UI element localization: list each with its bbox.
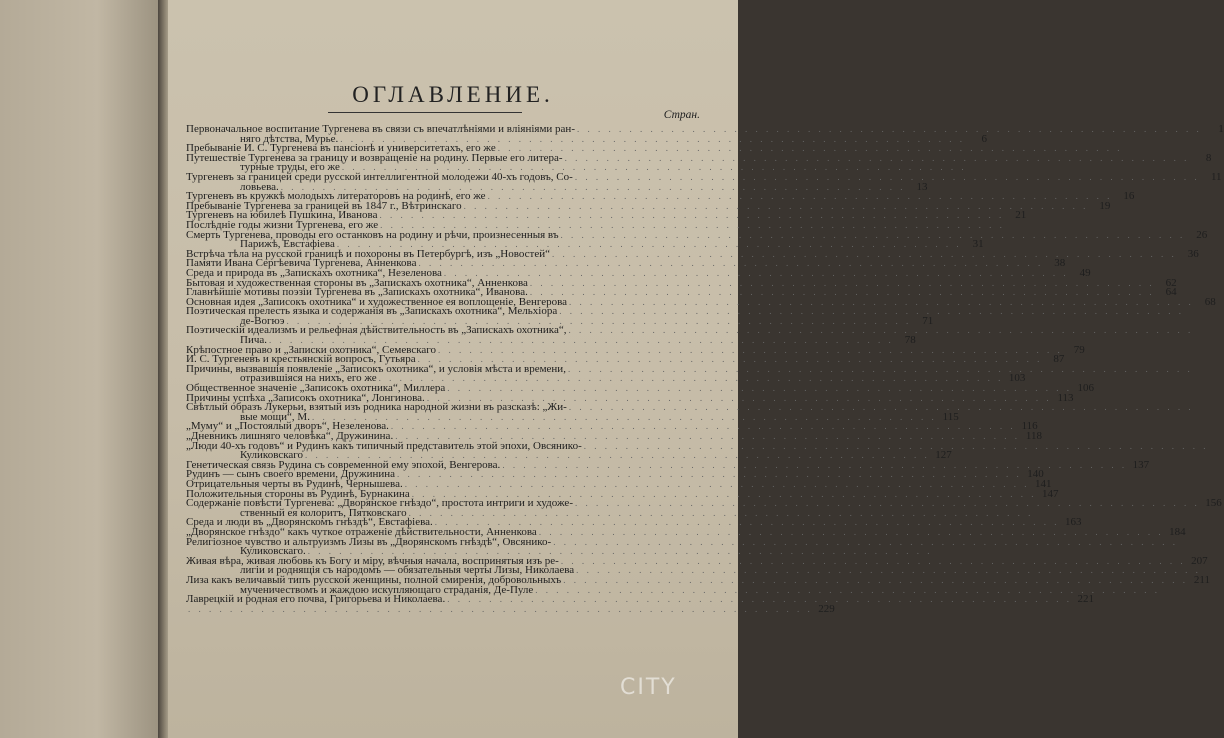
toc-entry-text: ственный ея колоритъ, Пятковскаго <box>240 506 407 519</box>
toc-entry-page: 21 <box>1015 209 1027 222</box>
toc-entry-page: 64 <box>1165 286 1177 299</box>
toc-entry-text: Общественное значеніе „Записокъ охотника“, Миллера <box>186 382 446 395</box>
toc-entry-page: 163 <box>1065 516 1082 529</box>
toc-entry-page: 16 <box>1123 190 1135 203</box>
toc-entry-text: отразившіяся на нихъ, его же <box>240 372 377 385</box>
toc-entry-text: мученичествомъ и жаждою искупляющаго страданія, Де-Пуле <box>240 583 534 596</box>
title-rule <box>328 112 522 113</box>
toc-entry-page: 211 <box>1193 573 1210 586</box>
toc-entry-page: 141 <box>1034 477 1052 490</box>
toc-entry-text: Послѣдніе годы жизни Тургенева, его же <box>186 218 379 231</box>
watermark-text: CITY <box>620 675 677 700</box>
toc-entry-text: Смерть Тургенева, проводы его останковъ на родину и рѣчи, произнесенныя въ <box>186 228 559 241</box>
toc-entry-text: Первоначальное воспитание Тургенева въ связи съ впечатлѣніями и вліяніями ран- <box>186 123 575 135</box>
toc-entry-text: Встрѣча тѣла на русской границѣ и похороны въ Петербургѣ, изъ „Новостей“ <box>186 247 550 260</box>
toc-entry-text: Памяти Ивана Сергѣевича Тургенева, Анненкова <box>186 257 417 270</box>
toc-entry-page: 13 <box>916 180 928 193</box>
toc-entry-text: „Муму“ и „Постоялый дворъ“, Незеленова. <box>186 420 389 433</box>
toc-entry-page: 156 <box>1205 497 1222 510</box>
toc-entry-page: 113 <box>1057 391 1074 404</box>
toc-entry-text: Свѣтлый образъ Лукерьи, взятый изъ родника народной жизни въ разсказѣ: „Жи- <box>186 401 567 414</box>
toc-entry-page: 103 <box>1008 372 1026 385</box>
toc-entry-text: „Дворянское гнѣздо“ какъ чуткое отраженіе дѣйствительности, Анненкова <box>186 525 537 538</box>
toc-entry-page: 38 <box>1054 257 1066 270</box>
toc-entry-page: 118 <box>1025 430 1042 442</box>
toc-entry-page: 31 <box>972 238 984 251</box>
toc-entry <box>186 602 835 615</box>
page-title: ОГЛАВЛЕНИЕ. <box>352 82 554 107</box>
toc-entry-text: „Дневникъ лишняго человѣка“, Дружинина. <box>186 430 394 442</box>
toc-entry-page: 36 <box>1187 247 1199 260</box>
toc-entry-page: 78 <box>904 334 916 347</box>
toc-entry-text: Поэтическая прелесть языка и содержанія въ „Запискахъ охотника“, Мельхіора <box>186 305 558 318</box>
toc-entry-page: 8 <box>1205 151 1212 164</box>
toc-entry-page: 11 <box>1210 170 1222 183</box>
toc-entry-page: 26 <box>1196 228 1208 241</box>
toc-entry-text: Отрицательныя черты въ Рудинѣ, Чернышева. <box>186 477 403 490</box>
toc-entry-page: 229 <box>818 602 835 615</box>
toc-entry-page: 79 <box>1073 343 1085 356</box>
toc-entry-text: Тургеневъ на юбилеѣ Пушкина, Иванова <box>186 209 378 222</box>
toc-entry-page: 106 <box>1077 382 1094 395</box>
toc-entry-page: 115 <box>942 410 959 423</box>
toc-entry-text: И. С. Тургеневъ и крестьянскій вопросъ, Гутьяра <box>186 353 416 366</box>
toc-entry-text: Поэтическій идеализмъ и рельефная дѣйствительность въ „Запискахъ охотника“, <box>186 324 567 337</box>
toc-entry-text: Положительныя стороны въ Рудинѣ, Бурнакина <box>186 487 410 500</box>
toc-entry-text: Парижѣ, Евстафіева <box>240 238 335 251</box>
toc-entry-text: ловьева. <box>240 180 279 193</box>
toc-entry-text: Тургеневъ за границей среди русской интеллигентной молодежи 40-хъ годовъ, Со- <box>186 170 573 183</box>
toc-entry-text: Бытовая и художественная стороны въ „Запискахъ охотника“, Анненкова <box>186 276 528 289</box>
toc-entry-page: 116 <box>1021 420 1038 433</box>
toc-entry-page: 49 <box>1079 266 1091 279</box>
toc-entry-page: 62 <box>1165 276 1177 289</box>
toc-entry-text: вые мощи“, М. <box>240 410 310 423</box>
book-page <box>168 0 1224 738</box>
toc-entry-text: Куликовскаго <box>240 449 303 462</box>
left-page <box>0 0 162 738</box>
toc-entry-text: Генетическая связь Рудина съ современной ему эпохой, Венгерова. <box>186 458 501 471</box>
toc-entry-text: Крѣпостное право и „Записки охотника“, Семевскаго <box>186 343 437 356</box>
toc-entry-text: Пребываніе Тургенева за границей въ 1847 г., Вѣтринскаго <box>186 199 462 212</box>
toc-entry-text: Содержаніе повѣсти Тургенева: „Дворянское гнѣздо“, простота интриги и художе- <box>186 497 573 510</box>
toc-entry-text: „Люди 40-хъ годовъ“ и Рудинъ какъ типичный представитель этой эпохи, Овсянико- <box>186 439 582 452</box>
toc-entry-page: 221 <box>1077 593 1094 606</box>
toc-entry-page: 184 <box>1169 525 1186 538</box>
toc-entry-text: Пребываніе И. С. Тургенева въ пансіонѣ и университетахъ, его же <box>186 142 496 155</box>
toc-entry-text: Путешествіе Тургенева за границу и возвращеніе на родину. Первые его литера- <box>186 151 563 164</box>
toc-entry-page: 147 <box>1042 487 1059 500</box>
toc-entry-text: Причины, вызвавшія появленіе „Записокъ охотника“, и условія мѣста и времени, <box>186 362 566 375</box>
toc-entry-text: Среда и природа въ „Запискахъ охотника“, Незеленова <box>186 266 442 279</box>
toc-entry-page: 140 <box>1027 468 1044 481</box>
toc-entry-text: Религіозное чувство и альтруизмъ Лизы въ „Дворянскомъ гнѣздѣ“, Овсянико- <box>186 535 552 548</box>
toc-entry-text: Тургеневъ въ кружкѣ молодыхъ литераторовъ на родинѣ, его же <box>186 190 486 203</box>
toc-entry-text: Живая вѣра, живая любовь къ Богу и міру, вѣчныя начала, воспринятыя изъ ре- <box>186 554 559 567</box>
toc-entry-page: 19 <box>1099 199 1111 212</box>
table-of-contents <box>186 123 1224 615</box>
toc-entry-text: Куликовскаго. <box>240 545 306 558</box>
toc-entry-page: 137 <box>1132 458 1150 471</box>
toc-entry-text: няго дѣтства, Мурье. <box>240 132 339 145</box>
toc-entry-text: де-Вогюэ <box>240 314 285 327</box>
toc-entry-text: турные труды, его же <box>240 161 340 174</box>
toc-entry-page: 68 <box>1204 295 1216 308</box>
toc-entry-page: 207 <box>1191 554 1208 567</box>
toc-entry-text: Среда и люди въ „Дворянскомъ гнѣздѣ“, Евстафіева. <box>186 516 433 529</box>
toc-entry-page: 71 <box>922 314 934 327</box>
toc-entry-text: Лаврецкій и родная его почва, Григорьева и Николаева. <box>186 593 446 606</box>
toc-entry-text: лигіи и роднящія съ народомъ — обязательныя черты Лизы, Николаева <box>240 564 575 577</box>
toc-entry-text: Рудинъ — сынъ своего времени, Дружинина <box>186 468 396 481</box>
toc-entry-text: Основная идея „Записокъ охотника“ и художественное ея воплощеніе, Венгерова <box>186 295 568 308</box>
toc-entry-text: Лиза какъ величавый типъ русской женщины, полной смиренія, добровольныхъ <box>186 573 562 586</box>
leader-dots <box>188 605 813 615</box>
toc-entry-page: 6 <box>981 132 987 145</box>
toc-entry-page: 87 <box>1053 353 1065 366</box>
toc-entry-page: 1 <box>1218 123 1224 135</box>
toc-entry-text: Пича. <box>240 334 267 347</box>
toc-entry-page: 127 <box>935 449 952 462</box>
toc-entry-text: Главнѣйшіе мотивы поэзіи Тургенева въ „Запискахъ охотника“, Иванова. <box>186 286 528 299</box>
page-column-label: Стран. <box>663 109 700 121</box>
toc-entry-text: Причины успѣха „Записокъ охотника“, Лонгинова. <box>186 391 425 404</box>
